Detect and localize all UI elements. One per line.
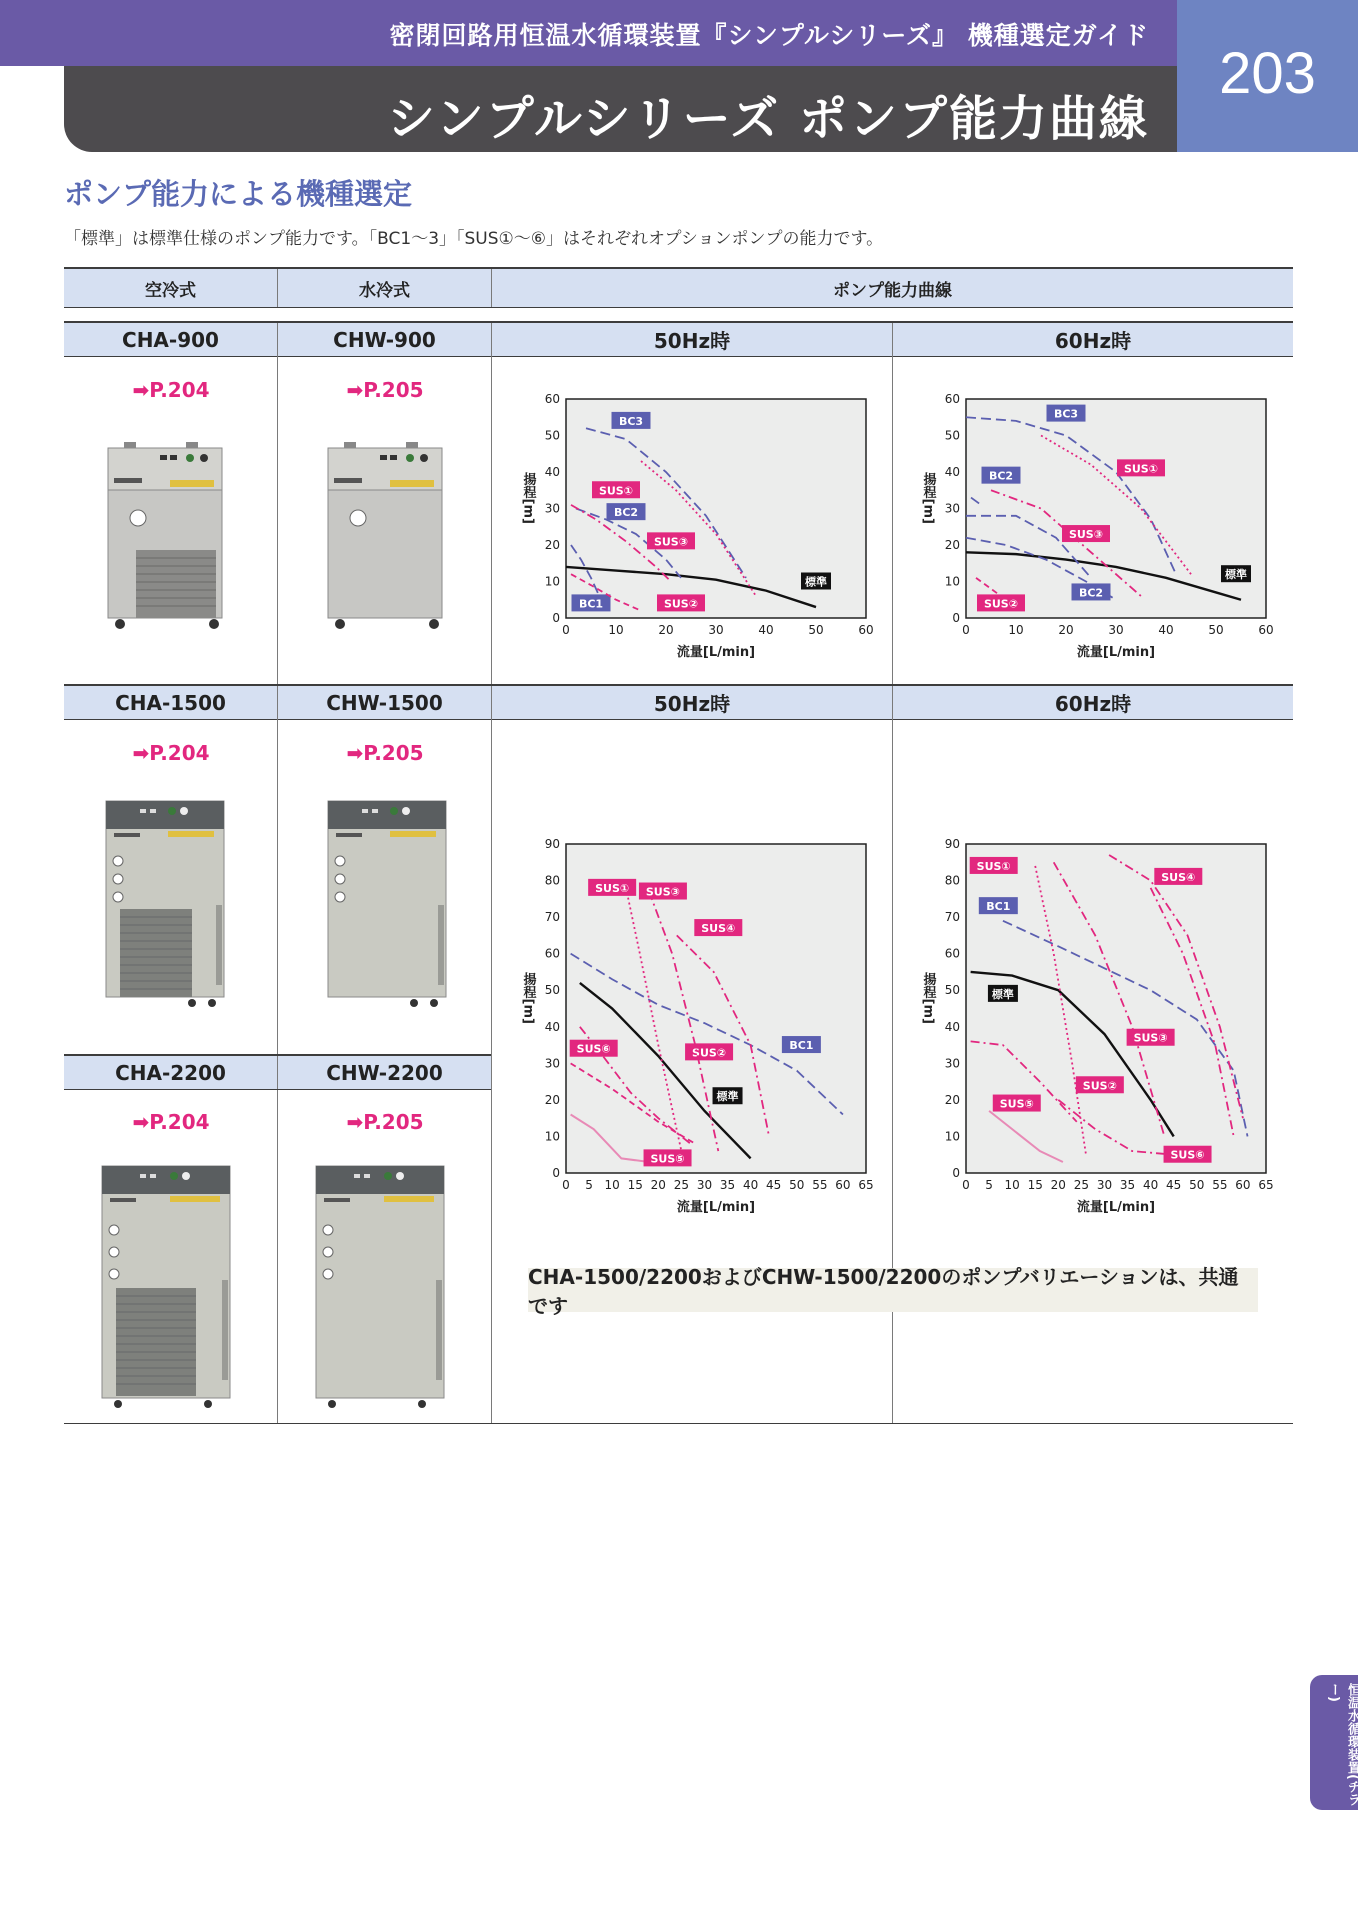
divider [491, 269, 492, 307]
x-tick-label: 10 [1004, 1178, 1020, 1192]
pump-curve-chart-900-50hz [510, 385, 890, 670]
link-p205[interactable]: ➡P.205 [346, 378, 424, 402]
x-tick-label: 5 [585, 1178, 593, 1192]
series-label: SUS③ [653, 535, 689, 549]
divider [277, 1090, 278, 1424]
series-label: BC1 [789, 1039, 814, 1053]
divider [892, 686, 893, 719]
link-p204[interactable]: ➡P.204 [132, 741, 210, 765]
y-tick-label: 20 [944, 1092, 960, 1107]
divider [277, 686, 278, 719]
series-label: 標準 [1225, 568, 1247, 582]
machine-image-cha-1500 [100, 795, 230, 1010]
y-tick-label: 40 [544, 465, 560, 479]
y-tick-label: 0 [552, 611, 560, 625]
y-tick-label: 10 [544, 574, 560, 589]
x-tick-label: 50 [808, 623, 824, 637]
series-label: BC1 [986, 900, 1011, 914]
y-tick-label: 80 [544, 873, 560, 888]
header-title-bar [64, 66, 1177, 152]
y-tick-label: 20 [544, 538, 560, 552]
x-tick-label: 30 [696, 1178, 713, 1192]
model-chw-900: CHW-900 [333, 327, 436, 352]
series-label: BC2 [988, 469, 1014, 483]
y-tick-label: 10 [544, 1129, 560, 1144]
y-tick-label: 90 [944, 837, 960, 851]
link-p204[interactable]: ➡P.204 [132, 1110, 210, 1134]
machine-image-chw-2200 [310, 1160, 450, 1410]
series-label: BC3 [618, 414, 644, 428]
x-tick-label: 50 [1189, 1178, 1205, 1192]
y-tick-label: 30 [944, 501, 960, 516]
series-label: SUS⑥ [1170, 1148, 1205, 1162]
model-cha-1500: CHA-1500 [115, 690, 226, 715]
divider [892, 356, 893, 684]
table-bottom-rule [64, 1423, 1293, 1424]
x-axis-label: 流量[L/min] [676, 645, 756, 660]
x-axis-label: 流量[L/min] [1076, 1200, 1156, 1215]
divider [277, 356, 278, 684]
series-label: SUS① [1123, 462, 1159, 476]
x-tick-label: 45 [1166, 1178, 1182, 1192]
divider [277, 1056, 278, 1089]
x-tick-label: 50 [1208, 623, 1224, 637]
series-label: SUS④ [701, 922, 736, 936]
label-50hz: 50Hz時 [653, 692, 731, 716]
series-label: SUS① [595, 881, 630, 895]
x-tick-label: 50 [789, 1178, 805, 1192]
header-category: 密閉回路用恒温水循環装置『シンプルシリーズ』 機種選定ガイド [389, 21, 1149, 50]
label-60hz: 60Hz時 [1054, 692, 1132, 716]
machine-image-cha-900 [100, 440, 230, 635]
label-60hz: 60Hz時 [1054, 329, 1132, 353]
row-header-2200 [64, 1054, 491, 1090]
x-tick-label: 60 [1235, 1178, 1251, 1192]
y-tick-label: 30 [944, 1056, 960, 1071]
divider [491, 719, 492, 1424]
series-label: SUS① [598, 484, 634, 498]
x-tick-label: 5 [985, 1178, 993, 1192]
model-cha-2200: CHA-2200 [115, 1060, 226, 1085]
series-label: BC2 [1078, 586, 1104, 600]
x-tick-label: 40 [1158, 623, 1174, 637]
x-tick-label: 40 [758, 623, 774, 637]
x-tick-label: 15 [627, 1178, 643, 1192]
model-chw-1500: CHW-1500 [326, 690, 443, 715]
section-intro: 「標準」は標準仕様のポンプ能力です。「BC1～3」「SUS①～⑥」はそれぞれオプションポンプの能力です。 [64, 229, 884, 249]
y-tick-label: 30 [544, 501, 560, 516]
row-header-900 [64, 321, 1293, 357]
series-label: SUS② [983, 597, 1019, 611]
y-tick-label: 40 [944, 1019, 960, 1034]
y-tick-label: 60 [944, 392, 960, 406]
divider [277, 719, 278, 1054]
plot-area [966, 844, 1266, 1173]
col-air-cooled: 空冷式 [145, 280, 196, 301]
y-tick-label: 70 [544, 910, 560, 925]
row-header-1500 [64, 684, 1293, 720]
x-tick-label: 20 [1058, 623, 1074, 637]
x-axis-label: 流量[L/min] [1076, 645, 1156, 660]
x-tick-label: 30 [708, 623, 724, 637]
series-label: SUS③ [1133, 1031, 1168, 1045]
col-pump-curve: ポンプ能力曲線 [833, 280, 952, 301]
series-label: 標準 [805, 575, 827, 589]
note-common-pumps: CHA-1500/2200およびCHW-1500/2200のポンプバリエーションは、共通です [528, 1268, 1258, 1312]
y-tick-label: 0 [952, 1166, 960, 1180]
pump-curve-chart-1500-50hz [510, 830, 890, 1225]
y-tick-label: 90 [544, 837, 560, 851]
series-label: 標準 [716, 1090, 739, 1104]
y-tick-label: 60 [544, 946, 560, 961]
col-water-cooled: 水冷式 [359, 280, 410, 301]
header-category-bar [0, 0, 1177, 66]
x-tick-label: 0 [962, 623, 970, 637]
label-50hz: 50Hz時 [653, 329, 731, 353]
y-tick-label: 30 [544, 1056, 560, 1071]
x-tick-label: 20 [658, 623, 674, 637]
y-tick-label: 50 [944, 428, 960, 443]
y-tick-label: 10 [944, 1129, 960, 1144]
y-axis-label: 揚程[m] [520, 472, 536, 524]
divider [892, 323, 893, 356]
x-tick-label: 40 [742, 1178, 759, 1192]
divider [491, 323, 492, 356]
divider [491, 686, 492, 719]
section-title: ポンプ能力による機種選定 [64, 177, 413, 211]
y-tick-label: 0 [552, 1166, 560, 1180]
y-axis-label: 揚程[m] [920, 972, 936, 1024]
y-tick-label: 60 [544, 392, 560, 406]
x-tick-label: 65 [1258, 1178, 1274, 1192]
series-label: SUS③ [1068, 528, 1104, 542]
series-label: SUS⑤ [650, 1152, 685, 1166]
series-label: SUS② [1082, 1079, 1117, 1093]
machine-image-cha-2200 [96, 1160, 236, 1410]
x-tick-label: 20 [1050, 1178, 1066, 1192]
series-label: SUS④ [1161, 870, 1196, 884]
y-tick-label: 20 [944, 538, 960, 552]
page-number-box [1177, 0, 1358, 152]
divider [277, 323, 278, 356]
plot-area [966, 399, 1266, 618]
x-tick-label: 20 [650, 1178, 666, 1192]
y-tick-label: 10 [944, 574, 960, 589]
x-tick-label: 0 [962, 1178, 970, 1192]
machine-image-chw-1500 [322, 795, 452, 1010]
y-tick-label: 50 [544, 983, 560, 998]
series-label: 標準 [991, 987, 1014, 1001]
y-tick-label: 70 [944, 910, 960, 925]
y-tick-label: 50 [544, 428, 560, 443]
x-tick-label: 60 [1258, 623, 1274, 637]
machine-image-chw-900 [320, 440, 450, 635]
link-p205[interactable]: ➡P.205 [346, 741, 424, 765]
y-tick-label: 80 [944, 873, 960, 888]
x-tick-label: 10 [608, 623, 624, 637]
x-tick-label: 10 [1008, 623, 1024, 637]
model-cha-900: CHA-900 [122, 327, 219, 352]
side-index-tab[interactable] [1310, 1675, 1358, 1810]
x-tick-label: 60 [858, 623, 874, 637]
divider [277, 269, 278, 307]
x-tick-label: 35 [719, 1178, 736, 1192]
x-tick-label: 60 [835, 1178, 851, 1192]
x-tick-label: 10 [604, 1178, 620, 1192]
x-tick-label: 30 [1108, 623, 1124, 637]
y-tick-label: 40 [944, 465, 960, 479]
y-tick-label: 40 [544, 1019, 560, 1034]
link-p205[interactable]: ➡P.205 [346, 1110, 424, 1134]
divider [491, 356, 492, 684]
series-label: SUS③ [645, 885, 680, 899]
x-axis-label: 流量[L/min] [676, 1200, 756, 1215]
x-tick-label: 15 [1027, 1178, 1043, 1192]
x-tick-label: 55 [812, 1178, 828, 1192]
link-p204[interactable]: ➡P.204 [132, 378, 210, 402]
series-label: SUS① [976, 859, 1011, 873]
x-tick-label: 35 [1119, 1178, 1136, 1192]
x-tick-label: 65 [858, 1178, 874, 1192]
y-tick-label: 0 [952, 611, 960, 625]
y-tick-label: 20 [544, 1092, 560, 1107]
y-tick-label: 60 [944, 946, 960, 961]
page-number: 203 [1219, 41, 1316, 106]
x-tick-label: 0 [562, 623, 570, 637]
model-chw-2200: CHW-2200 [326, 1060, 443, 1085]
x-tick-label: 45 [766, 1178, 782, 1192]
x-tick-label: 25 [1073, 1178, 1090, 1192]
y-axis-label: 揚程[m] [920, 472, 936, 524]
series-label: SUS② [663, 597, 699, 611]
series-label: SUS⑤ [999, 1097, 1034, 1111]
series-label: BC3 [1053, 407, 1079, 421]
series-label: SUS⑥ [576, 1042, 611, 1056]
x-tick-label: 40 [1142, 1178, 1159, 1192]
x-tick-label: 30 [1096, 1178, 1113, 1192]
side-tab-label: 恒温水循環装置(チラー) [1326, 1683, 1360, 1806]
page-title: シンプルシリーズ ポンプ能力曲線 [387, 91, 1149, 147]
pump-curve-chart-900-60hz [910, 385, 1290, 670]
x-tick-label: 25 [673, 1178, 690, 1192]
y-tick-label: 50 [944, 983, 960, 998]
x-tick-label: 55 [1212, 1178, 1228, 1192]
pump-curve-chart-1500-60hz [910, 830, 1290, 1225]
x-tick-label: 0 [562, 1178, 570, 1192]
y-axis-label: 揚程[m] [520, 972, 536, 1024]
series-label: SUS② [692, 1046, 727, 1060]
series-label: BC1 [578, 597, 604, 611]
table-header [64, 267, 1293, 308]
series-label: BC2 [613, 506, 639, 520]
